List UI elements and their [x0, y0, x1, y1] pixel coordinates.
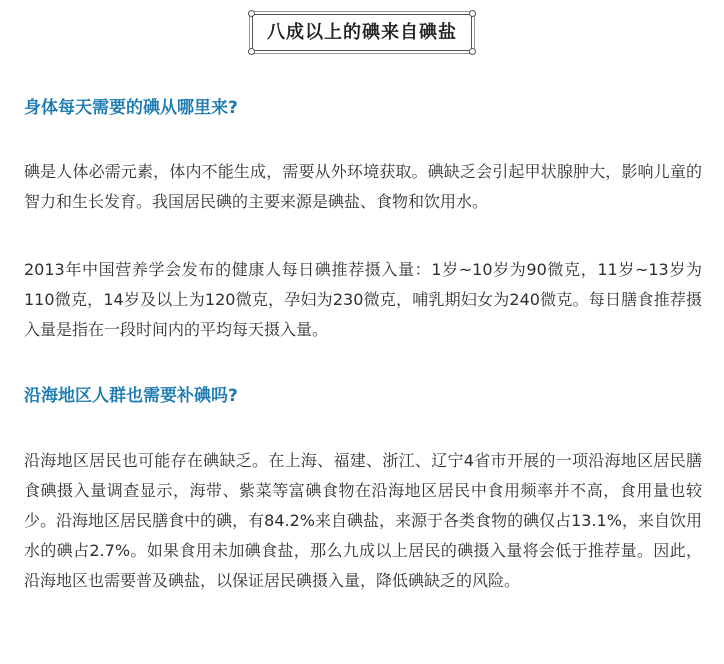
- corner-ornament: [469, 10, 476, 17]
- title-container: [0, 14, 724, 51]
- section-heading-coastal-iodine: 沿海地区人群也需要补碘吗?: [24, 386, 238, 406]
- paragraph-coastal-survey: 沿海地区居民也可能存在碘缺乏。在上海、福建、浙江、辽宁4省市开展的一项沿海地区居民膳食碘摄入量调查显示，海带、紫菜等富碘食物在沿海地区居民中食用频率并不高，食用量也较少。沿海地区居民膳食中的碘，有84.2%来自碘盐，来源于各类食物的碘仅占13.1%，来自饮用水的碘占2.7%。如果食用未加碘食盐，那么九成以上居民的碘摄入量将会低于推荐量。因此，沿海地区也需要普及碘盐，以保证居民碘摄入量，降低碘缺乏的风险。: [24, 451, 702, 590]
- paragraph-recommended-intake: 2013年中国营养学会发布的健康人每日碘推荐摄入量：1岁~10岁为90微克，11岁~13岁为110微克，14岁及以上为120微克，孕妇为230微克，哺乳期妇女为240微克。每日膳食推荐摄入量是指在一段时间内的平均每天摄入量。: [24, 260, 702, 339]
- corner-ornament: [248, 48, 255, 55]
- corner-ornament: [248, 10, 255, 17]
- article-title-box: [252, 14, 472, 51]
- paragraph-iodine-essential: 碘是人体必需元素，体内不能生成，需要从外环境获取。碘缺乏会引起甲状腺肿大，影响儿童的智力和生长发育。我国居民碘的主要来源是碘盐、食物和饮用水。: [24, 162, 702, 211]
- article-title: 八成以上的碘来自碘盐: [267, 22, 457, 43]
- section-heading-iodine-source: 身体每天需要的碘从哪里来?: [24, 98, 238, 118]
- corner-ornament: [469, 48, 476, 55]
